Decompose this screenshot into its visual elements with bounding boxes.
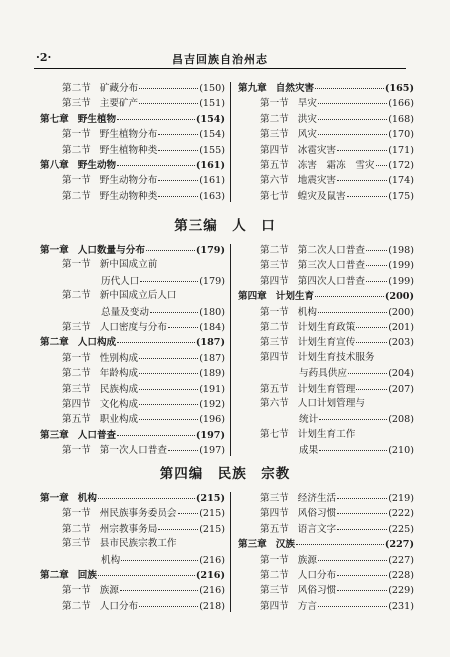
entry-page-number: (170) — [388, 129, 414, 141]
leader-dots — [158, 519, 198, 530]
toc-column-right — [238, 490, 414, 613]
entry-title: 统计 — [299, 414, 319, 426]
entry-number: 第三章 — [40, 429, 69, 441]
leader-dots — [158, 140, 198, 151]
entry-number: 第七节 — [260, 190, 289, 202]
entry-number: 第一节 — [260, 306, 289, 318]
toc-section-entry — [238, 552, 414, 567]
leader-dots — [319, 409, 387, 420]
entry-number: 第四节 — [260, 600, 289, 612]
part-title-population: 第三编 人 口 — [174, 218, 276, 234]
entry-title: 风灾 — [297, 129, 317, 141]
entry-page-number: (215) — [199, 508, 225, 520]
entry-page-number: (204) — [388, 368, 414, 380]
entry-page-number: (197) — [199, 445, 225, 457]
entry-number: 第一章 — [40, 493, 69, 504]
toc-section-entry — [238, 126, 414, 141]
entry-number: 第七节 — [260, 428, 289, 440]
leader-dots — [318, 550, 387, 561]
entry-title: 回族 — [77, 569, 97, 581]
leader-dots — [150, 302, 198, 313]
entry-number: 第二章 — [40, 337, 69, 349]
entry-title: 洪灾 — [297, 113, 317, 125]
toc-section-entry — [238, 567, 414, 582]
entry-page-number: (227) — [388, 554, 414, 566]
entry-title: 州宗教事务局 — [99, 523, 158, 535]
entry-title: 经济生活 — [297, 493, 337, 504]
leader-dots — [337, 580, 387, 591]
toc-entry-continuation — [238, 411, 414, 426]
entry-page-number: (208) — [388, 414, 414, 426]
entry-number: 第二节 — [260, 245, 289, 256]
entry-number: 第三章 — [238, 539, 267, 551]
toc-section-entry — [238, 172, 414, 187]
toc-section-entry — [40, 188, 225, 203]
entry-title: 野生植物分布 — [99, 129, 158, 141]
entry-page-number: (196) — [199, 414, 225, 426]
toc-section-entry — [238, 319, 414, 334]
entry-title: 风俗习惯 — [297, 508, 337, 520]
entry-page-number: (155) — [199, 144, 225, 156]
leader-dots — [158, 124, 198, 135]
entry-title: 人口分布 — [297, 569, 337, 581]
entry-page-number: (161) — [199, 175, 225, 187]
leader-dots — [139, 93, 198, 104]
entry-title: 族源 — [99, 585, 119, 597]
toc-section-entry — [238, 381, 414, 396]
entry-page-number: (225) — [388, 523, 414, 535]
entry-page-number: (200) — [388, 306, 414, 318]
leader-dots — [337, 519, 387, 530]
leader-dots — [158, 186, 198, 197]
entry-title: 冰雹灾害 — [297, 144, 337, 156]
entry-title: 野生动物种类 — [99, 190, 158, 202]
entry-page-number: (228) — [388, 569, 414, 581]
entry-page-number: (200) — [384, 291, 414, 303]
toc-column-right — [238, 80, 414, 203]
entry-title: 历代人口 — [101, 275, 140, 287]
entry-title: 野生植物种类 — [99, 144, 158, 156]
entry-page-number: (198) — [388, 245, 414, 256]
entry-page-number: (171) — [388, 144, 414, 156]
entry-number: 第一节 — [62, 585, 91, 597]
column-divider — [230, 492, 231, 612]
leader-dots — [117, 155, 195, 166]
leader-dots — [318, 93, 387, 104]
leader-dots — [347, 186, 387, 197]
entry-title: 人口普查 — [77, 429, 117, 441]
leader-dots — [120, 580, 198, 591]
entry-page-number: (184) — [199, 321, 225, 333]
entry-title: 汉族 — [275, 539, 295, 551]
entry-title: 成果 — [299, 445, 319, 457]
entry-number: 第三节 — [260, 260, 289, 272]
leader-dots — [139, 409, 198, 420]
leader-dots — [356, 332, 387, 343]
entry-page-number: (151) — [199, 98, 225, 110]
entry-number: 第一节 — [62, 352, 91, 364]
part-title-ethnic-religion: 第四编 民族 宗教 — [159, 466, 291, 482]
entry-number: 第三节 — [62, 98, 91, 110]
leader-dots — [117, 332, 195, 343]
entry-number: 第一节 — [62, 508, 91, 520]
entry-title: 第四次人口普查 — [297, 275, 365, 287]
entry-number: 第三节 — [260, 337, 289, 349]
entry-page-number: (210) — [388, 445, 414, 457]
entry-title: 人口密度与分布 — [99, 321, 167, 333]
entry-number: 第三节 — [260, 585, 289, 597]
entry-page-number: (199) — [388, 260, 414, 272]
toc-section-entry — [238, 142, 414, 157]
toc-section-entry — [238, 304, 414, 319]
leader-dots — [337, 503, 387, 514]
entry-number: 第一节 — [260, 554, 289, 566]
entry-number: 第二节 — [62, 83, 91, 94]
entry-page-number: (189) — [199, 368, 225, 380]
entry-title: 人口数量与分布 — [77, 245, 145, 256]
entry-number: 第四节 — [62, 398, 91, 410]
entry-number: 第二节 — [62, 523, 91, 535]
entry-title: 族源 — [297, 554, 317, 566]
toc-section-entry — [40, 521, 225, 536]
leader-dots — [348, 363, 387, 374]
entry-number: 第九章 — [238, 83, 267, 94]
entry-title: 地震灾害 — [297, 175, 337, 187]
entry-title: 人口构成 — [77, 337, 117, 349]
toc-section-entry — [238, 188, 414, 203]
entry-number: 第一节 — [62, 259, 91, 271]
leader-dots — [158, 170, 198, 181]
entry-page-number: (166) — [388, 98, 414, 110]
leader-dots — [139, 348, 198, 359]
entry-page-number: (199) — [388, 275, 414, 287]
entry-title: 州民族事务委员会 — [99, 508, 177, 520]
entry-number: 第五节 — [62, 414, 91, 426]
entry-title: 主要矿产 — [99, 98, 139, 110]
entry-number: 第六节 — [260, 175, 289, 187]
leader-dots — [117, 109, 195, 120]
entry-number: 第三节 — [62, 383, 91, 395]
leader-dots — [139, 78, 198, 89]
leader-dots — [356, 317, 387, 328]
leader-dots — [318, 302, 387, 313]
entry-title: 人口分布 — [99, 600, 139, 612]
leader-dots — [117, 425, 195, 436]
entry-title: 风俗习惯 — [297, 585, 337, 597]
toc-section-entry — [238, 490, 414, 505]
entry-page-number: (175) — [388, 190, 414, 202]
entry-number: 第二节 — [62, 600, 91, 612]
leader-dots — [376, 155, 388, 166]
leader-dots — [139, 363, 198, 374]
leader-dots — [337, 488, 387, 499]
entry-page-number: (168) — [388, 113, 414, 125]
entry-title: 与药具供应 — [299, 368, 347, 380]
entry-title: 机构 — [77, 493, 97, 504]
toc-entry-continuation — [40, 273, 225, 288]
toc-section-entry — [40, 442, 225, 457]
toc-section-entry — [238, 257, 414, 272]
entry-number: 第四节 — [260, 351, 289, 363]
entry-title: 自然灾害 — [275, 83, 315, 94]
entry-number: 第二节 — [260, 569, 289, 581]
entry-number: 第四章 — [238, 291, 267, 303]
toc-entry-continuation — [238, 365, 414, 380]
entry-number: 第六节 — [260, 397, 289, 409]
entry-number: 第二节 — [62, 368, 91, 380]
entry-number: 第三节 — [62, 321, 91, 333]
entry-title: 计划生育 — [275, 291, 315, 303]
leader-dots — [121, 550, 198, 561]
entry-number: 第五节 — [260, 383, 289, 395]
entry-page-number: (172) — [388, 159, 414, 171]
entry-title: 旱灾 — [297, 98, 317, 110]
entry-number: 第一节 — [62, 445, 91, 457]
entry-page-number: (197) — [195, 429, 225, 441]
entry-page-number: (180) — [199, 306, 225, 318]
entry-title: 计划生育技术服务 — [297, 351, 375, 363]
entry-page-number: (229) — [388, 585, 414, 597]
entry-title: 计划生育宣传 — [297, 337, 356, 349]
entry-number: 第二章 — [40, 569, 69, 581]
leader-dots — [146, 240, 195, 251]
entry-page-number: (219) — [388, 493, 414, 504]
entry-title: 矿藏分布 — [99, 83, 139, 94]
entry-page-number: (161) — [195, 159, 225, 171]
entry-title: 方言 — [297, 600, 317, 612]
entry-title: 总量及变动 — [101, 306, 149, 318]
entry-page-number: (191) — [199, 383, 225, 395]
leader-dots — [315, 286, 384, 297]
entry-number: 第一节 — [260, 98, 289, 110]
entry-page-number: (154) — [195, 113, 225, 125]
page-number: ·2· — [36, 51, 52, 64]
entry-page-number: (218) — [199, 600, 225, 612]
entry-title: 机构 — [297, 306, 317, 318]
entry-title: 新中国成立前 — [99, 259, 158, 271]
entry-title: 民族构成 — [99, 383, 139, 395]
entry-title: 新中国成立后人口 — [99, 290, 177, 302]
entry-number: 第五节 — [260, 523, 289, 535]
leader-dots — [168, 317, 198, 328]
toc-section-3 — [40, 490, 414, 614]
entry-title: 蝗灾及鼠害 — [297, 190, 346, 202]
entry-title: 野生植物 — [77, 113, 117, 125]
leader-dots — [366, 255, 387, 266]
entry-title: 性别构成 — [99, 352, 139, 364]
entry-page-number: (165) — [384, 83, 414, 94]
leader-dots — [366, 240, 387, 251]
toc-column-left — [40, 242, 225, 457]
entry-number: 第二节 — [62, 144, 91, 156]
entry-title: 文化构成 — [99, 398, 139, 410]
leader-dots — [318, 109, 387, 120]
entry-number: 第二节 — [260, 321, 289, 333]
toc-section-2 — [40, 242, 414, 460]
entry-title: 计划生育政策 — [297, 321, 356, 333]
entry-title: 冻害 霜冻 雪灾 — [297, 159, 375, 171]
entry-number: 第八章 — [40, 159, 69, 171]
entry-title: 第三次人口普查 — [297, 260, 365, 272]
entry-title: 计划生育管理 — [297, 383, 356, 395]
entry-number: 第三节 — [260, 493, 289, 504]
entry-number: 第二节 — [260, 113, 289, 125]
entry-number: 第二节 — [62, 290, 91, 302]
toc-entry-continuation — [238, 442, 414, 457]
leader-dots — [140, 271, 198, 282]
entry-page-number: (179) — [199, 275, 225, 287]
entry-number: 第七章 — [40, 113, 69, 125]
entry-title: 野生动物 — [77, 159, 117, 171]
entry-number: 第五节 — [260, 159, 289, 171]
leader-dots — [139, 379, 198, 390]
entry-page-number: (201) — [388, 321, 414, 333]
entry-page-number: (231) — [388, 600, 414, 612]
entry-page-number: (207) — [388, 383, 414, 395]
toc-section-entry — [238, 505, 414, 520]
leader-dots — [337, 565, 387, 576]
leader-dots — [318, 124, 387, 135]
leader-dots — [168, 440, 198, 451]
entry-title: 野生动物分布 — [99, 175, 158, 187]
leader-dots — [178, 503, 199, 514]
entry-page-number: (154) — [199, 129, 225, 141]
entry-number: 第一节 — [62, 175, 91, 187]
leader-dots — [337, 140, 387, 151]
entry-number: 第一章 — [40, 245, 69, 256]
leader-dots — [319, 440, 387, 451]
toc-section-entry — [238, 334, 414, 349]
book-title: 昌吉回族自治州志 — [172, 53, 268, 66]
entry-page-number: (174) — [388, 175, 414, 187]
leader-dots — [98, 565, 195, 576]
entry-title: 职业构成 — [99, 414, 139, 426]
entry-page-number: (215) — [199, 523, 225, 535]
entry-title: 机构 — [101, 554, 121, 566]
entry-number: 第二节 — [62, 190, 91, 202]
entry-page-number: (203) — [388, 337, 414, 349]
entry-page-number: (163) — [199, 190, 225, 202]
entry-page-number: (216) — [199, 554, 225, 566]
entry-page-number: (187) — [195, 337, 225, 349]
entry-title: 第二次人口普查 — [297, 245, 365, 256]
leader-dots — [139, 596, 198, 607]
entry-page-number: (187) — [199, 352, 225, 364]
entry-number: 第四节 — [260, 508, 289, 520]
entry-title: 人口计划管理与 — [297, 397, 365, 409]
entry-title: 语言文字 — [297, 523, 337, 535]
entry-page-number: (216) — [195, 569, 225, 581]
entry-number: 第三节 — [62, 538, 91, 550]
entry-number: 第一节 — [62, 129, 91, 141]
entry-number: 第三节 — [260, 129, 289, 141]
leader-dots — [139, 394, 198, 405]
leader-dots — [366, 271, 387, 282]
entry-title: 县市民族宗教工作 — [99, 538, 177, 550]
toc-column-right — [238, 242, 414, 457]
toc-chapter-entry — [40, 242, 225, 257]
leader-dots — [356, 379, 387, 390]
page-header — [34, 50, 406, 69]
entry-page-number: (216) — [199, 585, 225, 597]
toc-section-entry — [238, 598, 414, 613]
leader-dots — [318, 596, 387, 607]
entry-number: 第四节 — [260, 144, 289, 156]
entry-number: 第四节 — [260, 275, 289, 287]
entry-page-number: (227) — [384, 539, 414, 551]
leader-dots — [98, 488, 195, 499]
toc-section-entry — [40, 598, 225, 613]
entry-page-number: (215) — [195, 493, 225, 504]
toc-section-entry — [238, 350, 414, 365]
leader-dots — [296, 534, 384, 545]
toc-section-entry — [238, 242, 414, 257]
column-divider — [230, 244, 231, 456]
entry-title: 第一次人口普查 — [99, 445, 167, 457]
entry-page-number: (150) — [199, 83, 225, 94]
toc-column-left — [40, 80, 225, 203]
toc-column-left — [40, 490, 225, 613]
column-divider — [230, 82, 231, 202]
leader-dots — [315, 78, 384, 89]
entry-page-number: (192) — [199, 398, 225, 410]
entry-title: 计划生育工作 — [297, 428, 356, 440]
entry-title: 年龄构成 — [99, 368, 139, 380]
leader-dots — [337, 170, 387, 181]
entry-page-number: (179) — [195, 245, 225, 256]
entry-page-number: (222) — [388, 508, 414, 520]
toc-section-entry — [238, 157, 414, 172]
toc-section-1 — [40, 80, 414, 204]
